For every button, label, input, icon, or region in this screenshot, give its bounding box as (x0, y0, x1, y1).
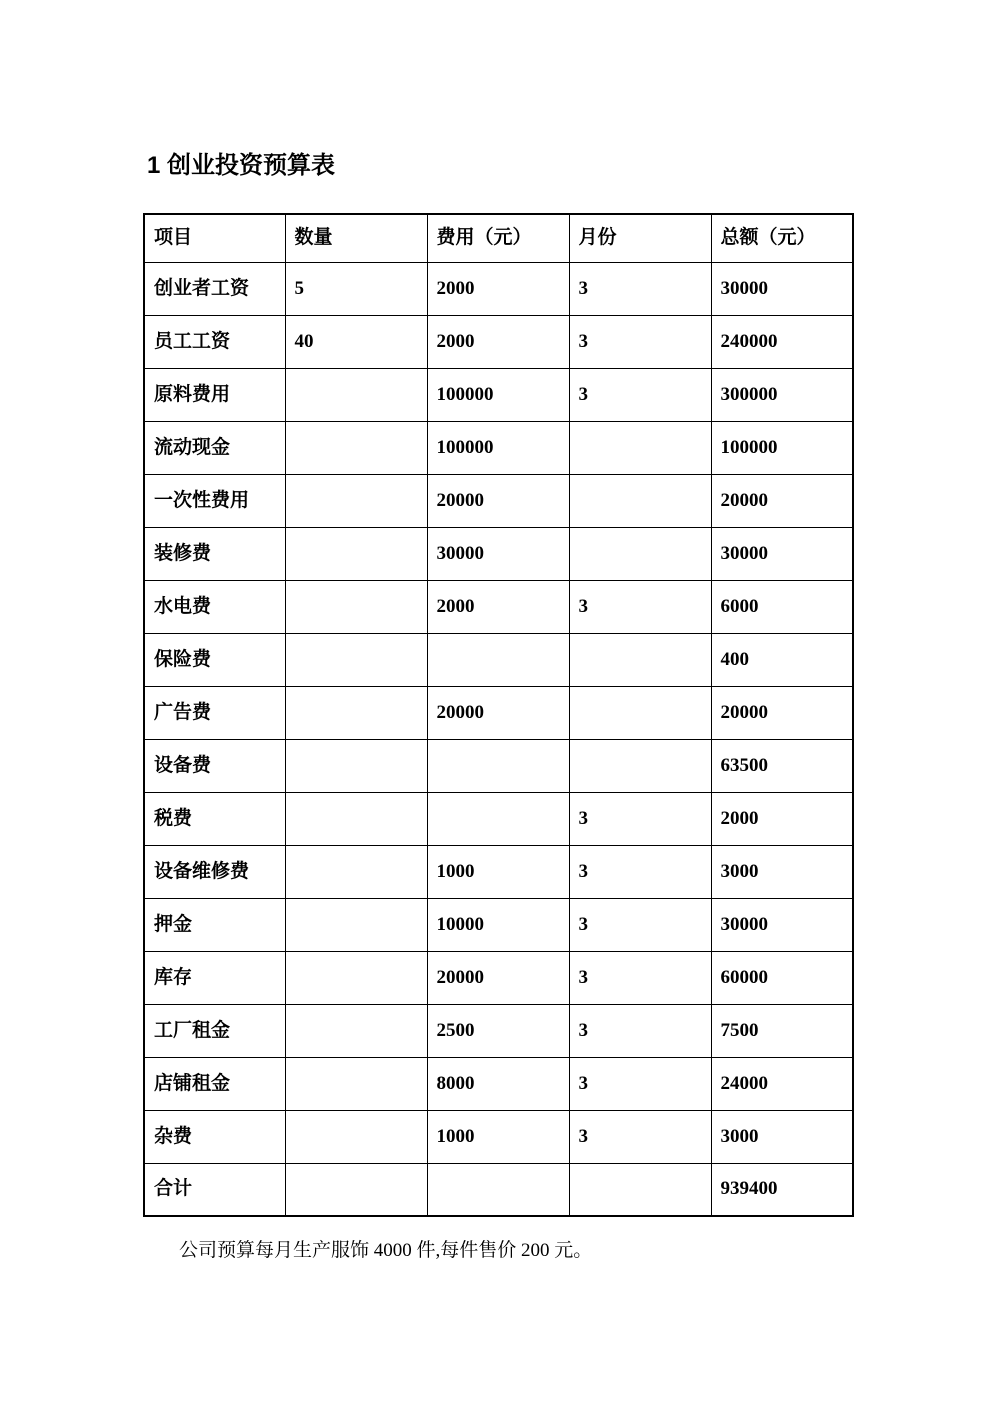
table-cell: 60000 (711, 951, 853, 1004)
table-cell: 3 (569, 368, 711, 421)
table-cell (569, 474, 711, 527)
table-cell (285, 421, 427, 474)
header-cell: 项目 (144, 214, 285, 262)
table-row (144, 951, 853, 1004)
header-cell: 总额（元） (711, 214, 853, 262)
table-cell: 库存 (144, 951, 285, 1004)
table-cell: 939400 (711, 1163, 853, 1216)
table-cell (285, 1004, 427, 1057)
table-body (144, 262, 853, 1216)
table-cell (569, 527, 711, 580)
table-cell: 20000 (427, 686, 569, 739)
table-row (144, 845, 853, 898)
table-cell: 30000 (711, 527, 853, 580)
table-cell: 税费 (144, 792, 285, 845)
table-row (144, 262, 853, 315)
table-row (144, 421, 853, 474)
table-cell (285, 845, 427, 898)
table-cell: 3 (569, 898, 711, 951)
table-cell (285, 474, 427, 527)
table-cell: 2000 (711, 792, 853, 845)
table-cell: 240000 (711, 315, 853, 368)
table-row (144, 315, 853, 368)
table-cell: 6000 (711, 580, 853, 633)
table-row (144, 1163, 853, 1216)
table-cell: 3 (569, 792, 711, 845)
table-row (144, 1057, 853, 1110)
table-cell: 2000 (427, 262, 569, 315)
table-cell: 2500 (427, 1004, 569, 1057)
table-cell: 设备费 (144, 739, 285, 792)
table-cell (569, 739, 711, 792)
table-cell: 20000 (427, 474, 569, 527)
table-cell (285, 527, 427, 580)
table-cell: 100000 (711, 421, 853, 474)
header-cell: 数量 (285, 214, 427, 262)
table-cell (569, 1163, 711, 1216)
table-cell (427, 739, 569, 792)
table-cell: 2000 (427, 315, 569, 368)
table-cell (285, 898, 427, 951)
table-cell: 店铺租金 (144, 1057, 285, 1110)
table-cell (285, 1057, 427, 1110)
table-cell: 3 (569, 1004, 711, 1057)
table-cell: 2000 (427, 580, 569, 633)
table-row (144, 898, 853, 951)
table-row (144, 368, 853, 421)
table-cell: 3 (569, 1110, 711, 1163)
table-row (144, 792, 853, 845)
table-cell: 100000 (427, 421, 569, 474)
page-title: 1 创业投资预算表 (147, 152, 336, 179)
table-cell: 3000 (711, 1110, 853, 1163)
table-cell: 装修费 (144, 527, 285, 580)
footnote-text: 公司预算每月生产服饰 4000 件,每件售价 200 元。 (179, 1240, 593, 1261)
table-row (144, 580, 853, 633)
table-cell: 400 (711, 633, 853, 686)
table-cell: 设备维修费 (144, 845, 285, 898)
table-cell (427, 633, 569, 686)
table-cell (285, 368, 427, 421)
table-cell: 7500 (711, 1004, 853, 1057)
table-row (144, 633, 853, 686)
table-cell (285, 686, 427, 739)
table-row (144, 527, 853, 580)
table-cell: 1000 (427, 1110, 569, 1163)
table-row (144, 1004, 853, 1057)
table-cell: 3 (569, 845, 711, 898)
table-cell (569, 633, 711, 686)
table-cell: 3 (569, 1057, 711, 1110)
table-cell (427, 792, 569, 845)
table-cell: 5 (285, 262, 427, 315)
table-cell: 63500 (711, 739, 853, 792)
table-cell (285, 951, 427, 1004)
table-cell: 300000 (711, 368, 853, 421)
table-cell: 一次性费用 (144, 474, 285, 527)
table-cell: 20000 (711, 474, 853, 527)
table-cell: 30000 (711, 898, 853, 951)
table-cell: 10000 (427, 898, 569, 951)
table-row (144, 686, 853, 739)
table-cell: 3 (569, 262, 711, 315)
table-cell: 30000 (427, 527, 569, 580)
table-cell (285, 1163, 427, 1216)
table-cell (569, 421, 711, 474)
table-row (144, 739, 853, 792)
table-cell: 3 (569, 951, 711, 1004)
table-cell: 原料费用 (144, 368, 285, 421)
table-cell (569, 686, 711, 739)
table-cell: 8000 (427, 1057, 569, 1110)
table-cell: 100000 (427, 368, 569, 421)
table-header-row (144, 214, 853, 262)
table-cell: 流动现金 (144, 421, 285, 474)
table-cell: 24000 (711, 1057, 853, 1110)
table-cell: 保险费 (144, 633, 285, 686)
table-row (144, 474, 853, 527)
header-cell: 月份 (569, 214, 711, 262)
table-cell: 创业者工资 (144, 262, 285, 315)
table-cell: 20000 (427, 951, 569, 1004)
table-cell (285, 580, 427, 633)
table-cell (285, 792, 427, 845)
table-cell: 合计 (144, 1163, 285, 1216)
table-cell (285, 633, 427, 686)
table-cell (427, 1163, 569, 1216)
table-cell (285, 1110, 427, 1163)
table-cell: 20000 (711, 686, 853, 739)
table-cell: 3 (569, 315, 711, 368)
table-cell: 员工工资 (144, 315, 285, 368)
table-cell: 3000 (711, 845, 853, 898)
table-cell: 杂费 (144, 1110, 285, 1163)
table-cell: 30000 (711, 262, 853, 315)
table-cell: 工厂租金 (144, 1004, 285, 1057)
table-cell: 1000 (427, 845, 569, 898)
table-cell: 3 (569, 580, 711, 633)
table-cell: 押金 (144, 898, 285, 951)
budget-table (143, 213, 854, 1217)
table-row (144, 1110, 853, 1163)
table-cell: 40 (285, 315, 427, 368)
table-cell: 水电费 (144, 580, 285, 633)
table-cell (285, 739, 427, 792)
header-cell: 费用（元） (427, 214, 569, 262)
table-cell: 广告费 (144, 686, 285, 739)
